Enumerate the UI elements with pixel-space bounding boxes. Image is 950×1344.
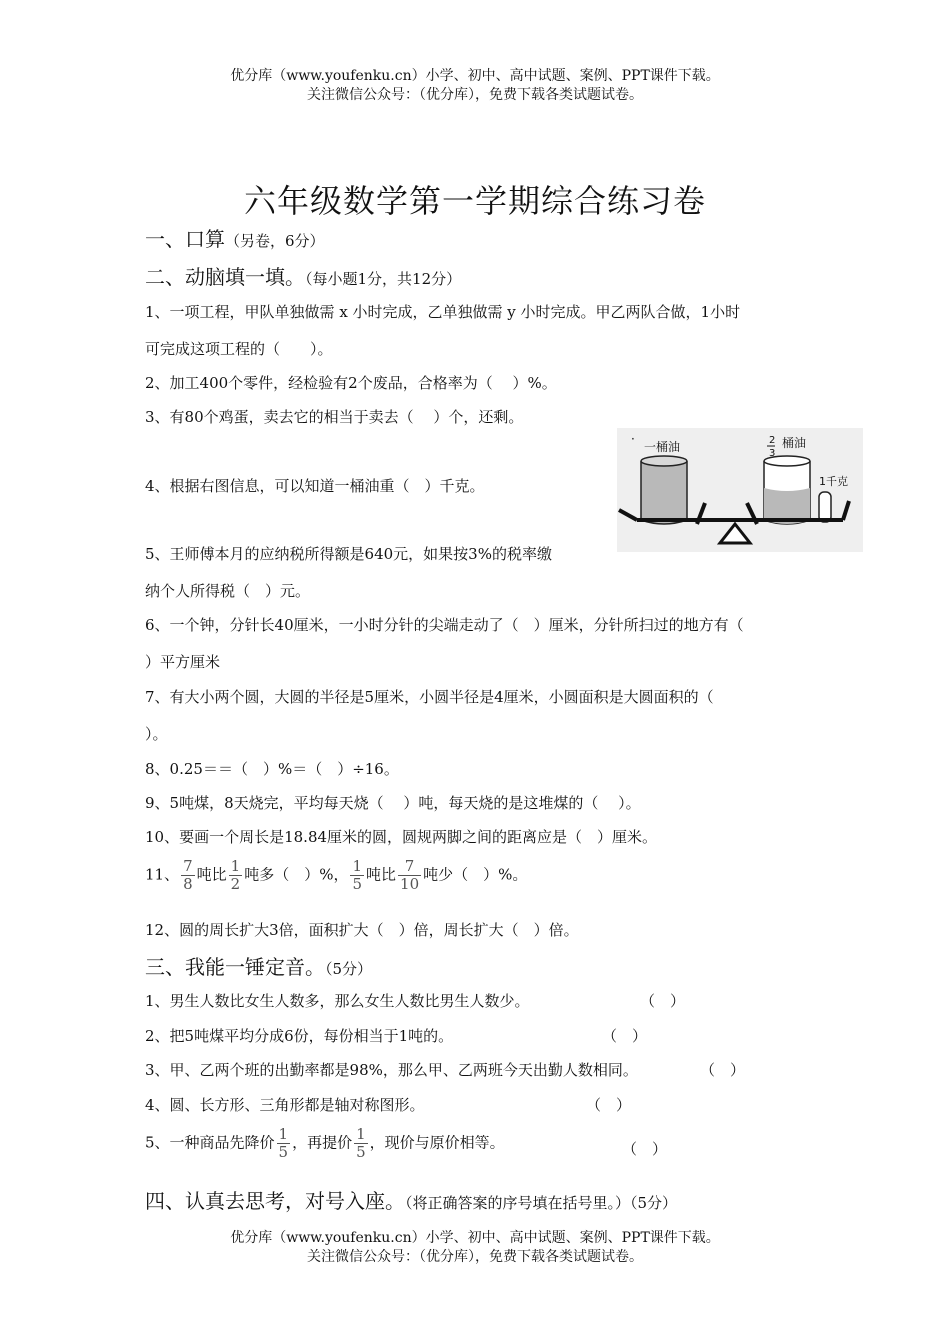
label-frac-numerator: 2 bbox=[769, 435, 776, 446]
q5-text: ，再提价 bbox=[292, 1133, 353, 1152]
question-2-1b: 可完成这项工程的（ ）。 bbox=[145, 340, 333, 358]
numerator: 1 bbox=[278, 1125, 289, 1143]
answer-paren: （ ） bbox=[640, 992, 686, 1010]
page-header bbox=[0, 67, 950, 105]
beam-right-end bbox=[843, 501, 849, 520]
fraction bbox=[181, 858, 195, 893]
fulcrum bbox=[720, 524, 750, 543]
question-2-12: 12、圆的周长扩大3倍，面积扩大（ ）倍，周长扩大（ ）倍。 bbox=[145, 921, 579, 939]
label-part-bucket: 桶油 bbox=[782, 436, 807, 450]
section-heading: 一、口算 bbox=[145, 227, 225, 251]
question-2-4: 4、根据右图信息，可以知道一桶油重（ ）千克。 bbox=[145, 477, 485, 495]
denominator: 2 bbox=[230, 875, 241, 893]
oil-bucket-full bbox=[641, 461, 687, 524]
section-4-heading bbox=[145, 1185, 677, 1214]
question-2-9: 9、5吨煤，8天烧完，平均每天烧（ ）吨，每天烧的是这堆煤的（ ）。 bbox=[145, 794, 641, 812]
question-2-7b: ）。 bbox=[145, 725, 168, 743]
fraction bbox=[354, 1126, 368, 1161]
question-2-10: 10、要画一个周长是18.84厘米的圆，圆规两脚之间的距离应是（ ）厘米。 bbox=[145, 828, 658, 846]
denominator: 5 bbox=[352, 875, 363, 893]
header-line-1: 优分库（www.youfenku.cn）小学、初中、高中试题、案例、PPT课件下载。 bbox=[230, 68, 720, 84]
question-2-1a: 1、一项工程，甲队单独做需 x 小时完成，乙单独做需 y 小时完成。甲乙两队合做，1小时 bbox=[145, 303, 741, 321]
section-heading: 四、认真去思考，对号入座。 bbox=[145, 1189, 405, 1213]
numerator: 7 bbox=[398, 858, 421, 876]
section-1-heading bbox=[145, 223, 325, 252]
fraction bbox=[398, 858, 421, 893]
balance-scale-figure bbox=[617, 428, 863, 552]
denominator: 8 bbox=[183, 875, 193, 893]
fraction bbox=[350, 858, 364, 893]
question-2-7a: 7、有大小两个圆，大圆的半径是5厘米，小圆半径是4厘米，小圆面积是大圆面积的（ bbox=[145, 688, 714, 706]
question-2-8: 8、0.25＝＝（ ）%＝（ ）÷16。 bbox=[145, 760, 399, 778]
judge-question-2: 2、把5吨煤平均分成6份，每份相当于1吨的。 bbox=[145, 1027, 454, 1045]
figure-dot: · bbox=[631, 432, 635, 446]
page-footer bbox=[0, 1229, 950, 1267]
q5-text: 5、一种商品先降价 bbox=[145, 1133, 275, 1152]
label-weight: 1千克 bbox=[819, 475, 848, 488]
answer-paren: （ ） bbox=[602, 1027, 648, 1045]
question-2-5a: 5、王师傅本月的应纳税所得额是640元，如果按3%的税率缴 bbox=[145, 545, 552, 563]
numerator: 1 bbox=[352, 857, 363, 875]
judge-question-4: 4、圆、长方形、三角形都是轴对称图形。 bbox=[145, 1096, 425, 1114]
section-heading: 三、我能一锤定音。 bbox=[145, 955, 325, 979]
q11-text: 吨比 bbox=[196, 865, 227, 884]
numerator: 7 bbox=[183, 857, 193, 875]
question-2-6a: 6、一个钟，分针长40厘米，一小时分针的尖端走动了（ ）厘米，分针所扫过的地方有（ bbox=[145, 616, 744, 634]
fraction bbox=[229, 858, 243, 893]
answer-paren: （ ） bbox=[586, 1096, 632, 1114]
denominator: 5 bbox=[278, 1143, 289, 1161]
fraction bbox=[277, 1126, 291, 1161]
section-3-heading bbox=[145, 951, 372, 980]
label-frac-denominator: 3 bbox=[769, 448, 776, 459]
numerator: 1 bbox=[230, 857, 241, 875]
section-note: （另卷，6分） bbox=[225, 232, 325, 250]
q5-text: ，现价与原价相等。 bbox=[369, 1133, 505, 1152]
balance-scale-drawing bbox=[617, 428, 863, 552]
section-heading: 二、动脑填一填。 bbox=[145, 265, 305, 289]
numerator: 1 bbox=[356, 1125, 366, 1143]
q11-text: 吨比 bbox=[366, 865, 397, 884]
label-one-bucket: 一桶油 bbox=[644, 440, 681, 454]
oil-bucket-top bbox=[641, 456, 687, 466]
q11-text: 吨多（ ）%， bbox=[244, 865, 349, 884]
judge-question-3: 3、甲、乙两个班的出勤率都是98%，那么甲、乙两班今天出勤人数相同。 bbox=[145, 1061, 638, 1079]
section-2-heading bbox=[145, 261, 461, 290]
answer-paren: （ ） bbox=[622, 1140, 668, 1158]
denominator: 5 bbox=[356, 1143, 366, 1161]
header-line-2: 关注微信公众号：（优分库），免费下载各类试题试卷。 bbox=[307, 87, 643, 103]
question-2-6b: ）平方厘米 bbox=[145, 653, 221, 671]
weight-cylinder bbox=[819, 492, 831, 522]
section-note: （5分） bbox=[325, 960, 373, 978]
section-note: （将正确答案的序号填在括号里。）（5分） bbox=[405, 1194, 678, 1212]
denominator: 10 bbox=[400, 875, 420, 893]
q11-text: 吨少（ ）%。 bbox=[423, 865, 528, 884]
page-title: 六年级数学第一学期综合练习卷 bbox=[243, 182, 706, 220]
question-2-2: 2、加工400个零件，经检验有2个废品，合格率为（ ）%。 bbox=[145, 374, 557, 392]
answer-paren: （ ） bbox=[700, 1061, 746, 1079]
judge-question-1: 1、男生人数比女生人数多，那么女生人数比男生人数少。 bbox=[145, 992, 530, 1010]
question-2-5b: 纳个人所得税（ ）元。 bbox=[145, 582, 311, 600]
footer-line-2: 关注微信公众号：（优分库），免费下载各类试题试卷。 bbox=[307, 1249, 643, 1265]
question-2-11 bbox=[145, 858, 527, 893]
judge-question-5 bbox=[145, 1126, 505, 1161]
footer-line-1: 优分库（www.youfenku.cn）小学、初中、高中试题、案例、PPT课件下载。 bbox=[230, 1230, 720, 1246]
question-2-3: 3、有80个鸡蛋，卖去它的相当于卖去（ ）个，还剩。 bbox=[145, 408, 524, 426]
section-note: （每小题1分，共12分） bbox=[305, 270, 462, 288]
beam-left-end bbox=[619, 510, 637, 520]
q11-prefix: 11、 bbox=[145, 865, 180, 884]
